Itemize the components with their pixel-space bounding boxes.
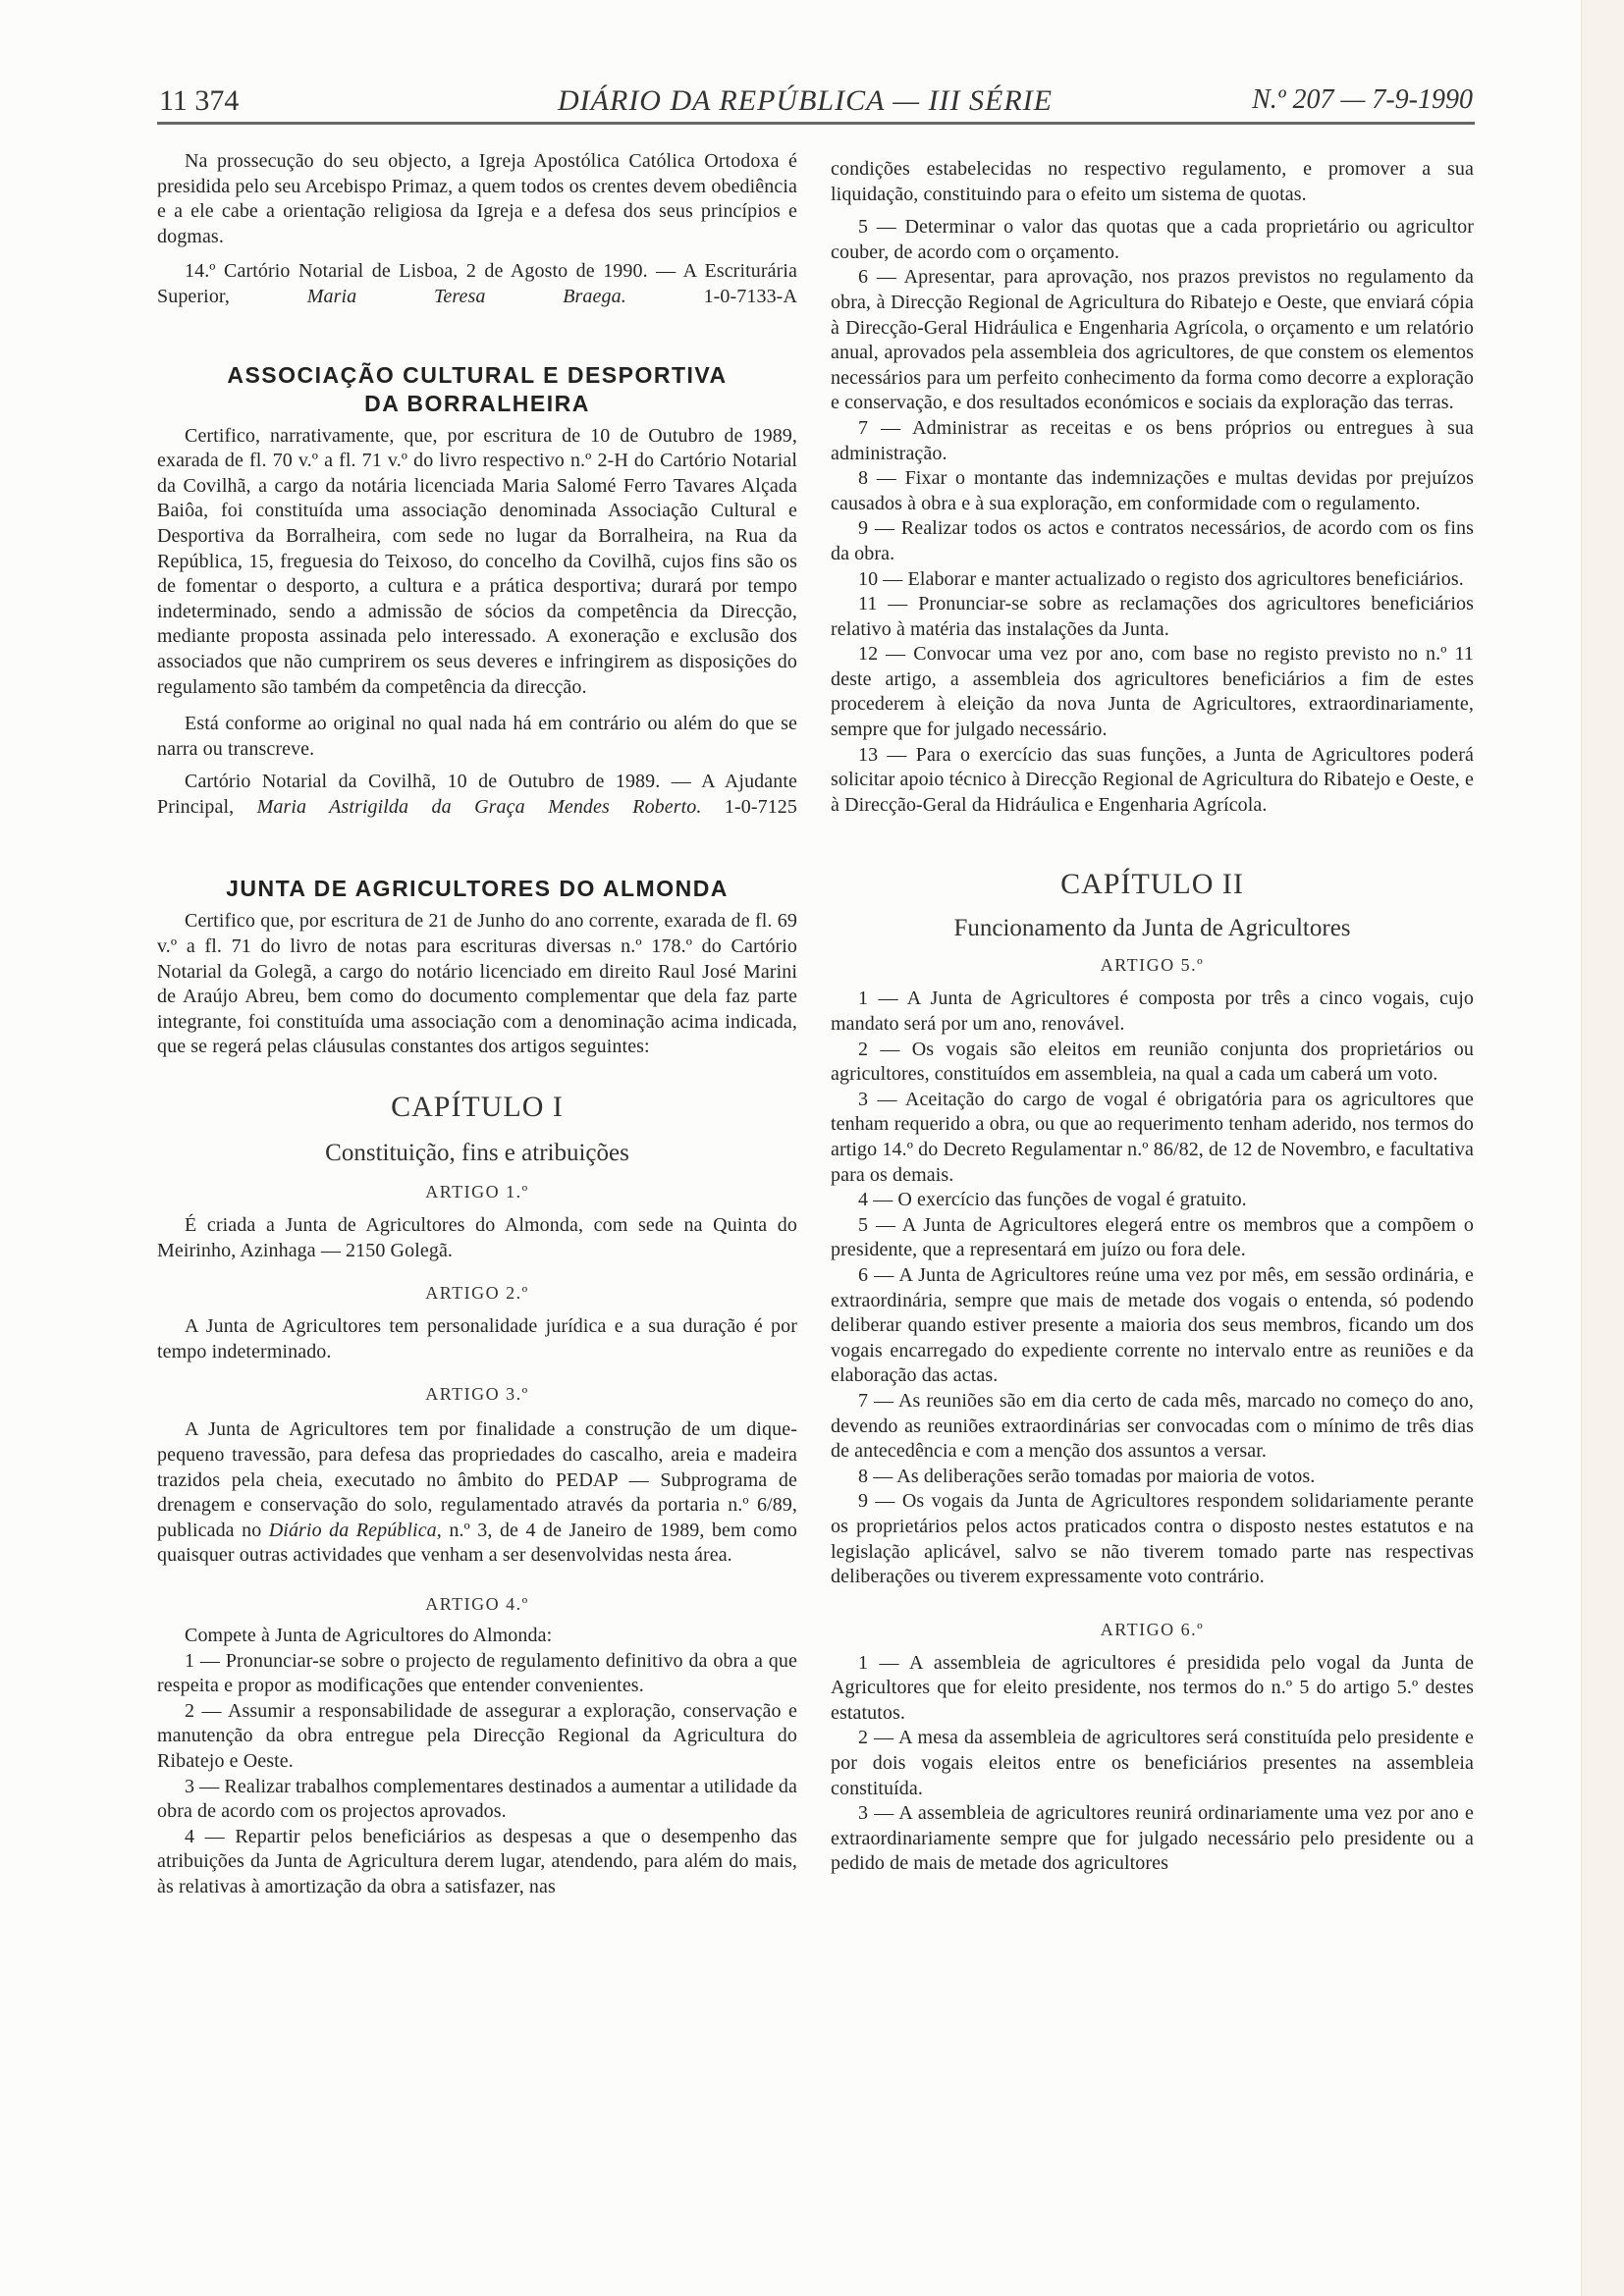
list-item: 5 — A Junta de Agricultores elegerá entre os membros que a compõem o presidente, que a representará em juízo ou fora dele. <box>831 1213 1474 1261</box>
list-item: 12 — Convocar uma vez por ano, com base no registo previsto no n.º 11 deste artigo, a assembleia dos agricultores beneficiários a fim de estes procederem à eleição da nova Junta de Agricultores, extraordinariamente, sempre que for julgado necessário. <box>831 643 1474 741</box>
signatory-name: Maria Teresa Braega. <box>306 285 626 307</box>
article-heading: ARTIGO 4.º <box>425 1593 529 1614</box>
issue-number-date: N.º 207 — 7-9-1990 <box>1252 84 1473 115</box>
list-item: 13 — Para o exercício das suas funções, a Junta de Agricultores poderá solicitar apoio técnico à Direcção Regional de Agricultura do Ribatejo e Oeste, e à Direcção-Geral da Hidráulica e Engenharia Agrícola. <box>831 743 1474 816</box>
heading-line: DA BORRALHEIRA <box>364 390 590 416</box>
list-item: 4 — Repartir pelos beneficiários as despesas a que o desempenho das atribuições da Junta de Agricultura derem lugar, atendendo, para além do mais, às relativas à amortização da obra a satisfazer, nas <box>157 1825 797 1897</box>
list-item: 4 — O exercício das funções de vogal é gratuito. <box>858 1189 1247 1211</box>
paragraph: Está conforme ao original no qual nada há em contrário ou além do que se narra ou transcreve. <box>157 713 797 760</box>
list-item: 2 — A mesa da assembleia de agricultores será constituída pelo presidente e por dois vogais eleitos entre os beneficiários presentes na assembleia constituída. <box>831 1727 1474 1799</box>
chapter-title: Constituição, fins e atribuições <box>325 1140 629 1167</box>
text: n.º 3, de 4 de Janeiro de 1989, bem como quaisquer outras actividades que venham a ser desenvolvidas nesta área. <box>157 1519 797 1567</box>
list-item: 3 — Realizar trabalhos complementares destinados a aumentar a utilidade da obra de acordo com os projectos aprovados. <box>157 1775 797 1823</box>
list-item: 6 — Apresentar, para aprovação, nos prazos previstos no regulamento da obra, à Direcção Regional de Agricultura do Ribatejo e Oeste, que enviará cópia à Direcção-Geral Hidráulica e Engenharia Agrícola, o orçamento e um relatório anual, aprovados pela assembleia dos agricultores, de que constem os elementos necessários para um perfeito conhecimento da forma como decorre a exploração e conservação, e dos resultados económicos e sociais da exploração das terras. <box>831 266 1474 414</box>
list-item: 1 — A assembleia de agricultores é presidida pelo vogal da Junta de Agricultores que for eleito presidente, nos termos do n.º 5 do artigo 5.º destes estatutos. <box>831 1651 1474 1724</box>
article-heading: ARTIGO 3.º <box>425 1384 529 1405</box>
list-item: 11 — Pronunciar-se sobre as reclamações dos agricultores beneficiários relativo à matéria das instalações da Junta. <box>831 593 1474 640</box>
header-rule <box>157 122 1475 125</box>
right-column <box>831 157 1474 1877</box>
section-heading <box>157 361 797 418</box>
list-item: 7 — Administrar as receitas e os bens próprios ou entregues à sua administração. <box>831 416 1474 464</box>
article-heading: ARTIGO 2.º <box>425 1283 529 1304</box>
paragraph <box>157 1417 797 1569</box>
list-item: 9 — Realizar todos os actos e contratos necessários, de acordo com os fins da obra. <box>831 517 1474 564</box>
list-item: 6 — A Junta de Agricultores reúne uma vez por mês, em sessão ordinária, e extraordinária, sempre que mais de metade dos vogais o entenda, só podendo deliberar quando estiver presente a maioria dos seus membros, ficando um dos vogais encarregado do expediente corrente no intervalo entre as reuniões e da elaboração das actas. <box>831 1263 1474 1387</box>
page-edge <box>1581 0 1624 2296</box>
list-item: 1 — Pronunciar-se sobre o projecto de regulamento definitivo da obra a que respeita e propor as modificações que entender convenientes. <box>157 1649 797 1697</box>
reference-code: 1-0-7125 <box>724 795 798 818</box>
list-item: 3 — Aceitação do cargo de vogal é obrigatória para os agricultores que tenham requerido a obra, ou que ao requerimento tenham aderido, nos termos do artigo 14.º do Decreto Regulamentar n.º 86/82, de 12 de Novembro, e facultativa para os demais. <box>831 1088 1474 1186</box>
paragraph: Certifico, narrativamente, que, por escritura de 10 de Outubro de 1989, exarada de fl. 70 v.º a fl. 71 v.º do livro respectivo n.º 2-H do Cartório Notarial da Covilhã, a cargo da notária licenciada Maria Salomé Ferro Tavares Alçada Baiôa, foi constituída uma associação denominada Associação Cultural e Desportiva da Borralheira, com sede no lugar da Borralheira, na Rua da República, 15, freguesia do Teixoso, do concelho da Covilhã, cujos fins são os de fomentar o desporto, a cultura e a prática desportiva; durará por tempo indeterminado, sendo a admissão de sócios da competência da Direcção, mediante proposta assinada pelo interessado. A exoneração e exclusão dos associados que não cumprirem os seus deveres e infringirem as disposições do regulamento são também da competência da direcção. <box>157 424 797 698</box>
article-heading: ARTIGO 6.º <box>1100 1619 1205 1639</box>
chapter-heading: CAPÍTULO II <box>1060 868 1244 901</box>
paragraph: condições estabelecidas no respectivo regulamento, e promover a sua liquidação, constituindo para o efeito um sistema de quotas. <box>831 158 1474 205</box>
list-item: 2 — Os vogais são eleitos em reunião conjunta dos proprietários ou agricultores, constituídos em assembleia, na qual a cada um caberá um voto. <box>831 1038 1474 1086</box>
list-item: 5 — Determinar o valor das quotas que a cada proprietário ou agricultor couber, de acordo com o orçamento. <box>831 216 1474 263</box>
paragraph: Certifico que, por escritura de 21 de Junho do ano corrente, exarada de fl. 69 v.º a fl. 71 do livro de notas para escrituras diversas n.º 178.º do Cartório Notarial da Golegã, a cargo do notário licenciado em direito Raul José Marini de Araújo Abreu, bem como do documento complementar que dela faz parte integrante, foi constituída uma associação com a denominação acima indicada, que se regerá pelas cláusulas constantes dos artigos seguintes: <box>157 910 797 1058</box>
list-item: 7 — As reuniões são em dia certo de cada mês, marcado no começo do ano, devendo as reuniões extraordinárias ser convocadas com o mínimo de três dias de antecedência e com a menção dos assuntos a versar. <box>831 1389 1474 1463</box>
reference-code: 1-0-7133-A <box>703 285 797 307</box>
list-item: 8 — As deliberações serão tomadas por maioria de votos. <box>858 1465 1316 1487</box>
publication-reference: Diário da República, <box>268 1519 442 1541</box>
heading-line: ASSOCIAÇÃO CULTURAL E DESPORTIVA <box>227 361 728 388</box>
publication-title: DIÁRIO DA REPÚBLICA — III SÉRIE <box>558 84 1053 117</box>
list-item: 9 — Os vogais da Junta de Agricultores respondem solidariamente perante os proprietários pelos actos praticados contra o disposto nestes estatutos e na legislação aplicável, salvo se não tiverem tomado parte nas respectivas deliberações ou tiverem expressamente voto contrário. <box>831 1490 1474 1588</box>
paragraph: Na prossecução do seu objecto, a Igreja Apostólica Católica Ortodoxa é presidida pelo seu Arcebispo Primaz, a quem todos os crentes devem obediência e a ele cabe a orientação religiosa da Igreja e a defesa dos seus princípios e dogmas. <box>157 150 797 247</box>
page-number: 11 374 <box>159 84 240 117</box>
article-heading: ARTIGO 1.º <box>425 1182 529 1202</box>
notary-signature <box>157 259 797 309</box>
signatory-name: Maria Astrigilda da Graça Mendes Roberto. <box>256 795 702 818</box>
signature-text: 14.º Cartório Notarial de Lisboa, 2 de Agosto de 1990. — A Escriturária Superior, <box>157 260 797 307</box>
list-item: 3 — A assembleia de agricultores reunirá ordinariamente uma vez por ano e extraordinariamente sempre que for julgado necessário pelo presidente ou a pedido de mais de metade dos agricultores <box>831 1802 1474 1875</box>
list-item: 8 — Fixar o montante das indemnizações e multas devidas por prejuízos causados à obra e à sua exploração, em conformidade com o regulamento. <box>831 467 1474 514</box>
signature-text: Cartório Notarial da Covilhã, 10 de Outubro de 1989. — A Ajudante Principal, <box>157 771 797 818</box>
list-item: 1 — A Junta de Agricultores é composta por três a cinco vogais, cujo mandato será por um ano, renovável. <box>831 988 1474 1036</box>
notary-signature <box>157 770 797 820</box>
paragraph: Compete à Junta de Agricultores do Almonda: <box>185 1624 553 1646</box>
chapter-title: Funcionamento da Junta de Agricultores <box>953 915 1351 942</box>
section-heading: JUNTA DE AGRICULTORES DO ALMONDA <box>226 876 729 902</box>
chapter-heading: CAPÍTULO I <box>391 1091 564 1124</box>
left-column <box>157 149 797 1900</box>
article-heading: ARTIGO 5.º <box>1100 955 1205 976</box>
list-item: 2 — Assumir a responsabilidade de assegurar a exploração, conservação e manutenção da obra entregue pela Direcção Regional da Agricultura do Ribatejo e Oeste. <box>157 1699 797 1772</box>
paragraph: É criada a Junta de Agricultores do Almonda, com sede na Quinta do Meirinho, Azinhaga — 2150 Golegã. <box>157 1214 797 1261</box>
list-item: 10 — Elaborar e manter actualizado o registo dos agricultores beneficiários. <box>858 567 1464 590</box>
paragraph: A Junta de Agricultores tem personalidade jurídica e a sua duração é por tempo indeterminado. <box>157 1315 797 1362</box>
text: A Junta de Agricultores tem por finalidade a construção de um dique-pequeno travessão, para defesa das propriedades do cascalho, areia e madeira trazidos pela cheia, executado no âmbito do PEDAP — Subprograma de drenagem e conservação do solo, regulamentado através da portaria n.º 6/89, publicada no <box>157 1418 797 1541</box>
